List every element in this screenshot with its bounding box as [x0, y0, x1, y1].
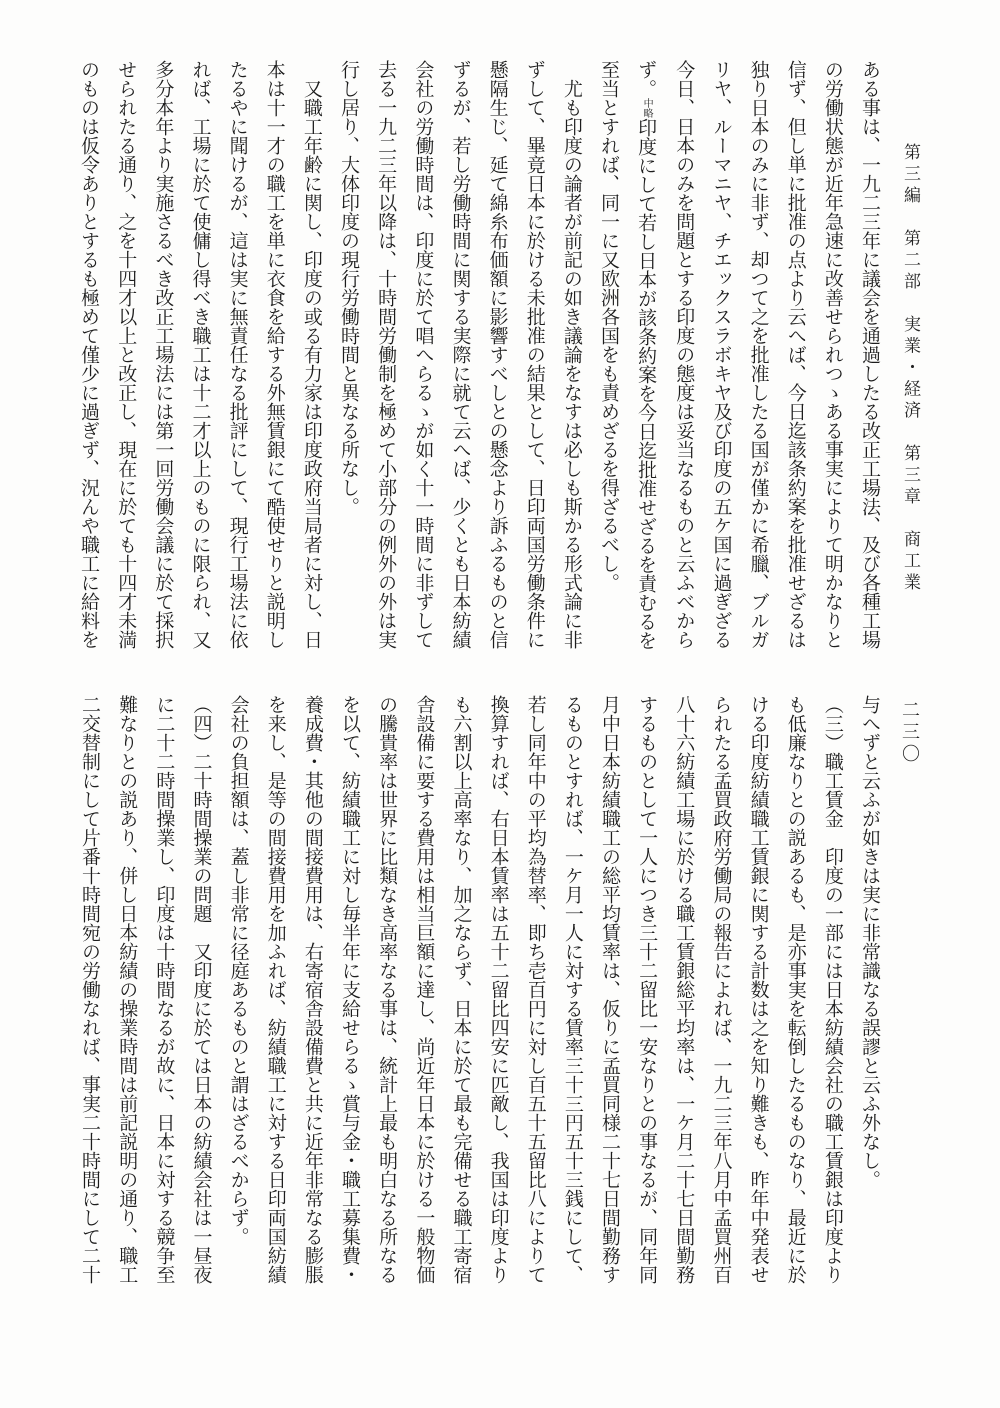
lower-tier-text	[71, 695, 888, 1299]
running-header: 第三編 第二部 実業・経済 第三章 商工業	[900, 143, 920, 595]
text-line: たるやに聞けるが、這は実に無責任なる批評にして、現行工場法に依	[226, 60, 249, 649]
text-line: 会社の負担額は、蓋し非常に径庭あるものと謂はざるべからず。	[227, 695, 250, 1246]
upper-tier-text	[71, 60, 888, 664]
text-line: 若し同年中の平均為替率、即ち壱百円に対し百五十五留比八によりて	[524, 695, 547, 1284]
text-line: ける印度紡績職工賃銀に関する計数は之を知り難きも、昨年中発表せ	[747, 695, 770, 1284]
text-line: ある事は、一九二三年に議会を通過したる改正工場法、及び各種工場	[859, 60, 881, 649]
text-line: ずして、畢竟日本に於ける未批准の結果として、日印両国労働条件に	[523, 60, 546, 649]
text-line: 二交替制にして片番十時間宛の労働なれば、事実二十時間にして二十	[79, 695, 102, 1284]
text-line: 去る一九二三年以降は、十時間労働制を極めて小部分の例外の外は実	[375, 60, 398, 649]
text-line: するものとして一人につき三十二留比一安なりとの事なるが、同年同	[636, 695, 659, 1284]
text-line: リヤ、ルーマニヤ、チエックスラボキヤ及び印度の五ケ国に過ぎざる	[710, 60, 733, 649]
text-line: を以て、紡績職工に対し毎半年に支給せらるゝ賞与金・職工募集費・	[339, 695, 362, 1284]
text-line: の労働状態が近年急速に改善せられつゝある事実によりて明かなりと	[821, 60, 844, 649]
section-heading-line: （四）二十時間操業の問題 又印度に於ては日本の紡績会社は一昼夜	[190, 695, 213, 1284]
text-line: 月中日本紡績職工の総平均賃率は、仮りに孟買同様二十七日間勤務す	[599, 695, 622, 1284]
text-line: れば、工場に於て使傭し得べき職工は十二才以上のものに限られ、又	[189, 60, 212, 649]
text-line: 難なりとの説あり、併し日本紡績の操業時間は前記説明の通り、職工	[116, 695, 139, 1284]
text-line: 至当とすれば、同一に又欧洲各国をも責めざるを得ざるべし。	[598, 60, 621, 592]
text-line: に二十二時間操業し、印度は十時間なるが故に、日本に対する競争至	[153, 695, 176, 1284]
text-line: 本は十一才の職工を単に衣食を給する外無賃銀にて酷使せりと説明し	[263, 60, 286, 649]
paragraph-start-line: 尤も印度の論者が前記の如き議論をなすは必しも斯かる形式論に非	[560, 60, 583, 649]
text-line: 多分本年より実施さるべき改正工場法には第一回労働会議に於て採択	[152, 60, 175, 649]
text-line	[627, 60, 665, 664]
page-number: 二三〇	[899, 700, 920, 766]
paragraph-start-line: 又職工年齢に関し、印度の或る有力家は印度政府当局者に対し、日	[300, 60, 323, 649]
text-line: 信ず、但し単に批准の点より云へば、今日迄該条約案を批准せざるは	[784, 60, 807, 649]
text-fragment: 印度にして若し日本が該条約案を今日迄批准せざるを責むるを	[635, 118, 658, 650]
text-line: 今日、日本のみを問題とする印度の態度は妥当なるものと云ふべから	[673, 60, 696, 649]
omission-note: 中略	[641, 98, 653, 118]
text-line: 養成費・其他の間接費用は、右寄宿舎設備費と共に近年非常なる膨脹	[301, 695, 324, 1284]
text-line: せられたる通り、之を十四才以上と改正し、現在に於ても十四才未満	[115, 60, 138, 649]
text-line: 懸隔生じ、延て綿糸布価額に影響すべしとの懸念より訴ふるものと信	[486, 60, 509, 649]
section-heading-line: （三）職工賃金 印度の一部には日本紡績会社の職工賃銀は印度より	[821, 695, 844, 1284]
text-line: の騰貴率は世界に比類なき高率なる事は、統計上最も明白なる所なる	[376, 695, 399, 1284]
text-line: 行し居り、大体印度の現行労働時間と異なる所なし。	[338, 60, 361, 516]
text-line: 八十六紡績工場に於ける職工賃銀総平均率は、一ケ月二十七日間勤務	[673, 695, 696, 1284]
text-line: ずるが、若し労働時間に関する実際に就て云へば、少くとも日本紡績	[449, 60, 472, 649]
text-line: 独り日本のみに非ず、却つて之を批准したる国が僅かに希臘、ブルガ	[747, 60, 770, 649]
text-line: 会社の労働時間は、印度に於て唱へらるゝが如く十一時間に非ずして	[412, 60, 435, 649]
text-fragment: ず。	[635, 60, 658, 98]
text-line: られたる孟買政府労働局の報告によれば、一九二三年八月中孟買州百	[710, 695, 733, 1284]
text-line: も六割以上高率なり、加之ならず、日本に於て最も完備せる職工寄宿	[450, 695, 473, 1284]
text-line: 舎設備に要する費用は相当巨額に達し、尚近年日本に於ける一般物価	[413, 695, 436, 1284]
text-line: を来し、是等の間接費用を加ふれば、紡績職工に対する日印両国紡績	[264, 695, 287, 1284]
text-line: 与へずと云ふが如きは実に非常識なる誤謬と云ふ外なし。	[859, 695, 881, 1189]
text-line: のものは仮令ありとするも極めて僅少に過ぎず、況んや職工に給料を	[78, 60, 101, 649]
text-line: るものとすれば、一ケ月一人に対する賃率三十三円五十三銭にして、	[561, 695, 584, 1284]
text-line: 換算すれば、右日本賃率は五十二留比四安に匹敵し、我国は印度より	[487, 695, 510, 1284]
text-line: も低廉なりとの説あるも、是亦事実を転倒したるものなり、最近に於	[784, 695, 807, 1284]
